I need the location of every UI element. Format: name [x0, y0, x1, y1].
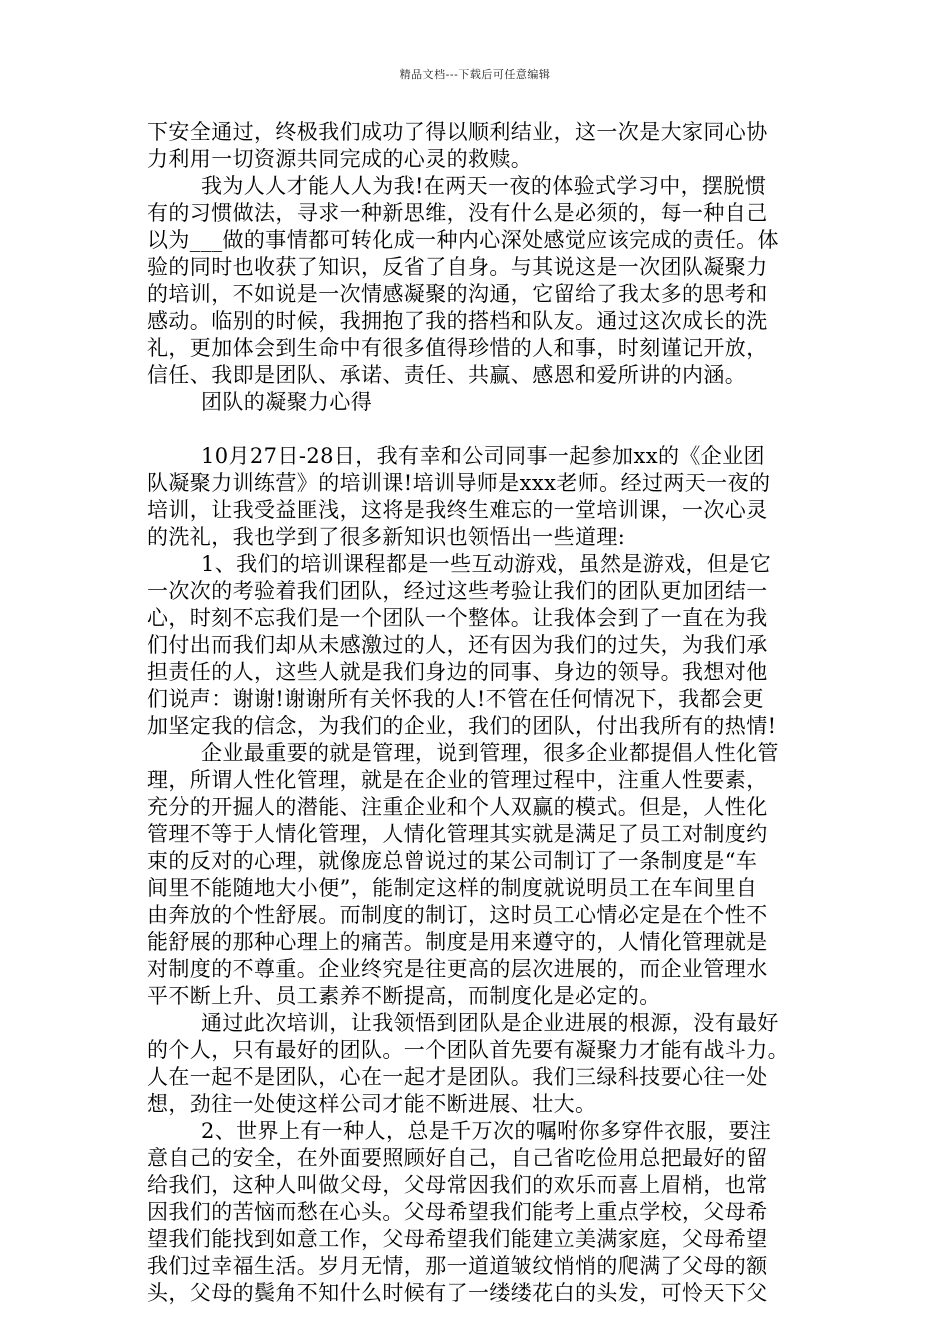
text-line: 间里不能随地大小便”，能制定这样的制度就说明员工在车间里自	[147, 876, 758, 900]
text-line: 能舒展的那种心理上的痛苦。制度是用来遵守的，人情化管理就是	[147, 930, 768, 954]
text-line: 10月27日-28日，我有幸和公司同事一起参加xx的《企业团	[201, 444, 765, 468]
text-line: 加坚定我的信念，为我们的企业，我们的团队，付出我所有的热情!	[147, 714, 777, 738]
text-line: 的个人，只有最好的团队。一个团队首先要有凝聚力才能有战斗力。	[147, 1038, 789, 1062]
text-line: 企业最重要的就是管理，说到管理，很多企业都提倡人性化管	[201, 741, 779, 765]
text-line: 队凝聚力训练营》的培训课!培训导师是xxx老师。经过两天一夜的	[147, 471, 771, 495]
text-line: 的培训，不如说是一次情感凝聚的沟通，它留给了我太多的思考和	[147, 282, 768, 306]
text-line: 通过此次培训，让我领悟到团队是企业进展的根源，没有最好	[201, 1011, 779, 1035]
text-line: 心，时刻不忘我们是一个团队一个整体。让我体会到了一直在为我	[147, 606, 768, 630]
text-line: 我为人人才能人人为我!在两天一夜的体验式学习中，摆脱惯	[201, 174, 767, 198]
document-body	[147, 119, 807, 1307]
text-line: 感动。临别的时候，我拥抱了我的搭档和队友。通过这次成长的洗	[147, 309, 768, 333]
text-line	[147, 416, 807, 443]
text-line: 给我们，这种人叫做父母，父母常因我们的欢乐而喜上眉梢，也常	[147, 1173, 768, 1197]
text-line: 意自己的安全，在外面要照顾好自己，自己省吃俭用总把最好的留	[147, 1146, 768, 1170]
text-line: 由奔放的个性舒展。而制度的制订，这时员工心情必定是在个性不	[147, 903, 768, 927]
text-line: 束的反对的心理，就像庞总曾说过的某公司制订了一条制度是“车	[147, 849, 758, 873]
text-line: 们付出而我们却从未感激过的人，还有因为我们的过失，为我们承	[147, 633, 768, 657]
text-line: 以为___做的事情都可转化成一种内心深处感觉应该完成的责任。体	[147, 228, 779, 252]
text-line: 信任、我即是团队、承诺、责任、共赢、感恩和爱所讲的内涵。	[147, 363, 747, 387]
text-line: 我们过幸福生活。岁月无情，那一道道皱纹悄悄的爬满了父母的额	[147, 1254, 768, 1278]
text-line: 礼，更加体会到生命中有很多值得珍惜的人和事，时刻谨记开放，	[147, 336, 768, 360]
text-line: 2、世界上有一种人，总是千万次的嘱咐你多穿件衣服，要注	[201, 1119, 772, 1143]
text-line: 培训，让我受益匪浅，这将是我终生难忘的一堂培训课，一次心灵	[147, 498, 768, 522]
text-line: 有的习惯做法，寻求一种新思维，没有什么是必须的，每一种自己	[147, 201, 768, 225]
text-line: 的洗礼，我也学到了很多新知识也领悟出一些道理:	[147, 525, 626, 549]
text-line: 们说声：谢谢!谢谢所有关怀我的人!不管在任何情况下，我都会更	[147, 687, 764, 711]
text-line: 力利用一切资源共同完成的心灵的救赎。	[147, 147, 533, 171]
text-line: 担责任的人，这些人就是我们身边的同事、身边的领导。我想对他	[147, 660, 768, 684]
text-line: 望我们能找到如意工作，父母希望我们能建立美满家庭，父母希望	[147, 1227, 768, 1251]
text-line: 充分的开掘人的潜能、注重企业和个人双赢的模式。但是，人性化	[147, 795, 768, 819]
text-line: 平不断上升、员工素养不断提高，而制度化是必定的。	[147, 984, 661, 1008]
text-line: 下安全通过，终极我们成功了得以顺利结业，这一次是大家同心协	[147, 120, 768, 144]
text-line: 团队的凝聚力心得	[201, 390, 373, 414]
text-line: 管理不等于人情化管理，人情化管理其实就是满足了员工对制度约	[147, 822, 768, 846]
text-line: 对制度的不尊重。企业终究是往更高的层次进展的，而企业管理水	[147, 957, 768, 981]
text-line: 一次次的考验着我们团队，经过这些考验让我们的团队更加团结一	[147, 579, 768, 603]
page-header: 精品文档---下载后可任意编辑	[399, 68, 551, 81]
text-line: 理，所谓人性化管理，就是在企业的管理过程中，注重人性要素，	[147, 768, 768, 792]
text-line: 验的同时也收获了知识，反省了自身。与其说这是一次团队凝聚力	[147, 255, 768, 279]
text-line: 想，劲往一处使这样公司才能不断进展、壮大。	[147, 1092, 597, 1116]
text-line: 人在一起不是团队，心在一起才是团队。我们三绿科技要心往一处	[147, 1065, 768, 1089]
text-line: 1、我们的培训课程都是一些互动游戏，虽然是游戏，但是它	[201, 552, 772, 576]
text-line: 因我们的苦恼而愁在心头。父母希望我们能考上重点学校，父母希	[147, 1200, 768, 1224]
text-line: 头，父母的鬓角不知什么时候有了一缕缕花白的头发，可怜天下父	[147, 1281, 768, 1305]
